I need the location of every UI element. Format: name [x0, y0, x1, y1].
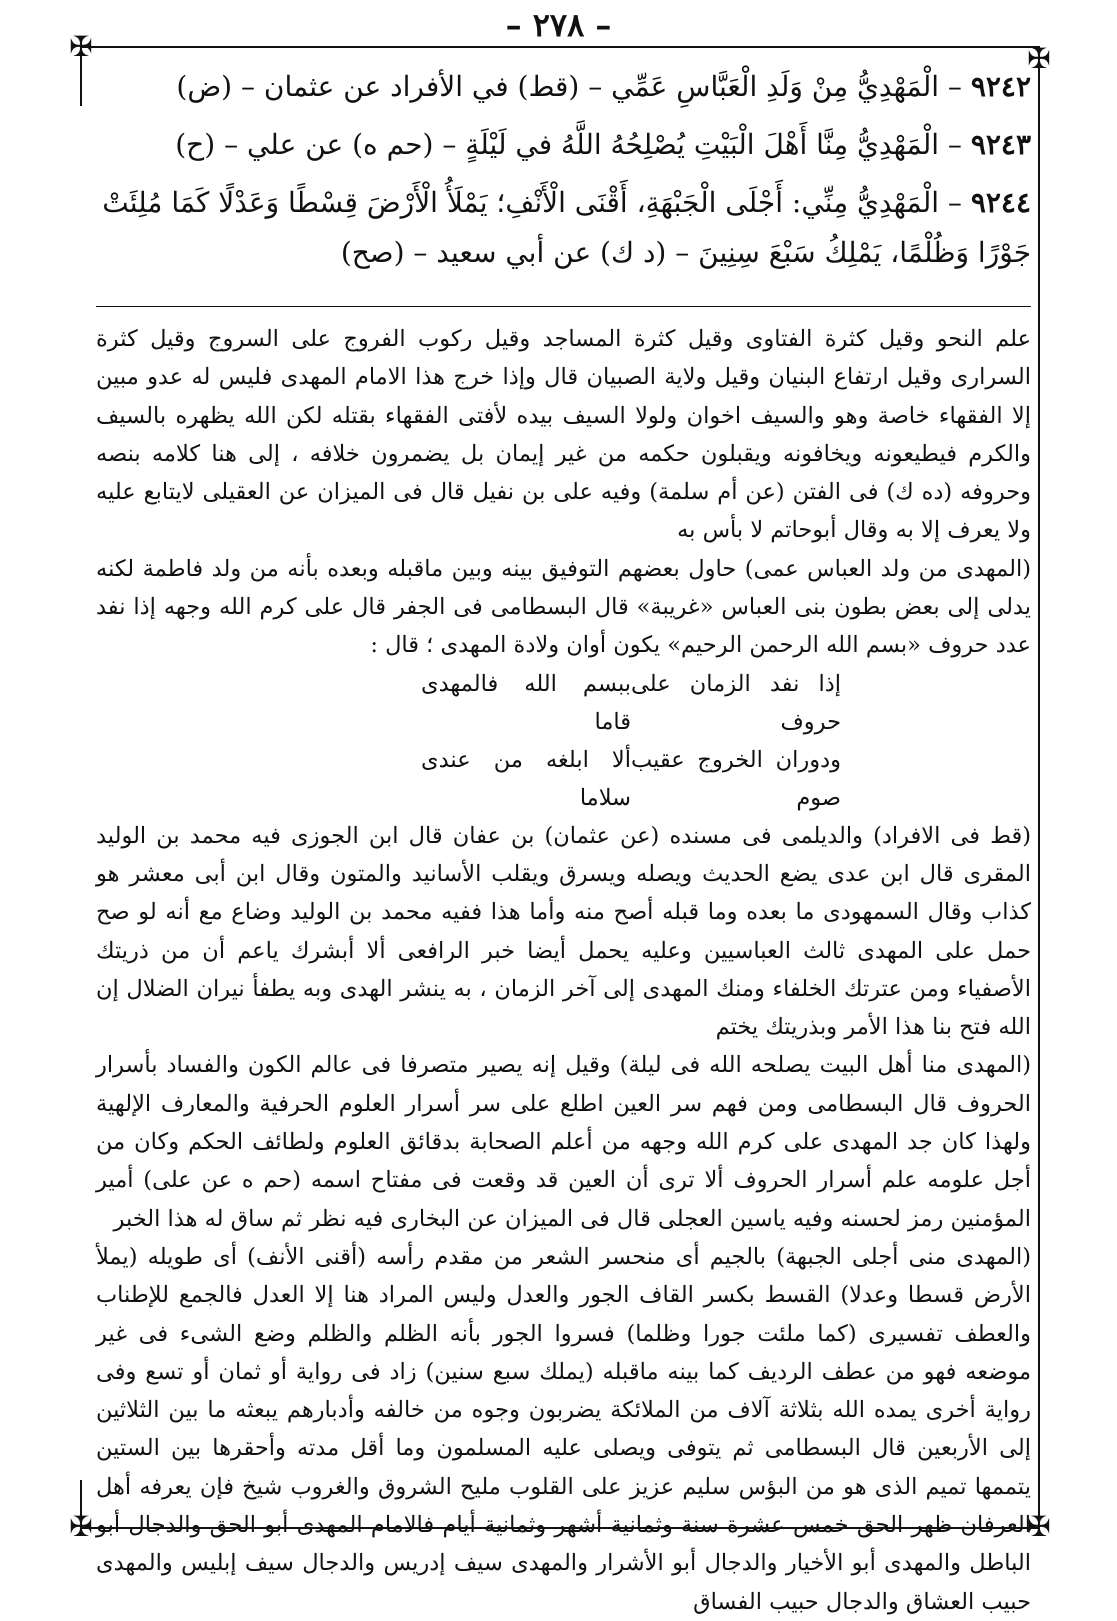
hadith-item — [96, 120, 1031, 170]
poem-verse — [96, 665, 1031, 741]
hadith-list — [96, 62, 1031, 286]
commentary-paragraph: (المهدى من ولد العباس عمى) حاول بعضهم التوفيق بينه وبين ماقبله وبعده بأنه من ولد فاطمة لكنه يدلى إلى بعض بطون بنى العباس «غريبة» قال البسطامى فى الجفر قال على كرم الله وجهه إذا نفد عدد حروف «بسم الله الرحمن الرحيم» يكون أوان ولادة المهدى ؛ قال : — [96, 555, 1031, 659]
verse-first-hemistich: ودوران الخروج عقيب صوم — [631, 746, 841, 811]
hadith-text: – الْمَهْدِيُّ مِنِّي: أَجْلَى الْجَبْهَةِ، أَقْنَى الْأَنْفِ؛ يَمْلَأُ الْأَرْضَ قِسْطًا وَعَدْلًا كَمَا مُلِئَتْ جَوْرًا وَظُلْمًا، يَمْلِكُ سَبْعَ سِنِينَ – (د ك) عن أبي سعيد – (صح) — [102, 186, 1031, 269]
hadith-text: – الْمَهْدِيُّ مِنَّا أَهْلَ الْبَيْتِ يُصْلِحُهُ اللَّهُ في لَيْلَةٍ – (حم ه) عن علي – (ح) — [175, 128, 962, 161]
corner-ornament-icon: ✠ — [69, 30, 93, 63]
hadith-number: ٩٢٤٢ — [970, 70, 1031, 103]
page-number: – ٢٧٨ – — [505, 6, 612, 44]
corner-ornament-icon: ✠ — [1027, 1510, 1051, 1543]
commentary-section — [96, 320, 1031, 1621]
commentary-paragraph: (المهدى منا أهل البيت يصلحه الله فى ليلة) وقيل إنه يصير متصرفا فى عالم الكون والفساد بأسرار الحروف قال البسطامى ومن فهم سر العين اطلع على سر أسرار العلوم الحرفية والمعارف الإلهية ولهذا كان جد المهدى على كرم الله وجهه من أعلم الصحابة بدقائق العلوم ولطائف الحكم وكان من أجل علومه علم أسرار الحروف ألا ترى أن العين قد وقعت فى مفتاح اسمه (حم ه عن على) أمير المؤمنين رمز لحسنه وفيه ياسين العجلى قال فى الميزان عن البخارى فيه نظر ثم ساق له هذا الخبر — [96, 1052, 1031, 1232]
section-divider — [96, 306, 1031, 307]
commentary-paragraph: (المهدى منى أجلى الجبهة) بالجيم أى منحسر الشعر من مقدم رأسه (أقنى الأنف) أى طويله (يملأ الأرض قسطا وعدلا) القسط بكسر القاف الجور والعدل وليس المراد هنا إلا العدل فالجمع للإطناب والعطف تفسيرى (كما ملئت جورا وظلما) فسروا الجور بأنه الظلم والظلم وضع الشىء فى غير موضعه فهو من عطف الرديف كما بينه ماقبله (يملك سبع سنين) زاد فى رواية أو ثمان أو تسع وفى رواية أخرى يمده الله بثلاثة آلاف من الملائكة يضربون وجوه من خالفه وأدبارهم يبعثه ما بين الثلاثين إلى الأربعين قال البسطامى ثم يتوفى ويصلى عليه المسلمون وما أقل مدته وأحقرها بين الستين يتممها تميم الذى هو من البؤس سليم عزيز على القلوب مليح الشروق والغروب شيخ فإن يعرفه أهل العرفان ظهر الحق خمس عشرة سنة وثمانية أشهر وثمانية أيام فالامام المهدى أبو الحق والدجال أبو الباطل والمهدى أبو الأخيار والدجال أبو الأشرار والمهدى سيف إدريس والدجال سيف إبليس والمهدى حبيب العشاق والدجال حبيب الفساق — [96, 1243, 1031, 1615]
hadith-number: ٩٢٤٣ — [970, 128, 1031, 161]
hadith-item — [96, 178, 1031, 278]
hadith-text: – الْمَهْدِيُّ مِنْ وَلَدِ الْعَبَّاسِ عَمِّي – (قط) في الأفراد عن عثمان – (ض) — [176, 70, 962, 103]
verse-second-hemistich: ببسم الله فالمهدى قاما — [421, 670, 631, 735]
hadith-number: ٩٢٤٤ — [970, 186, 1031, 219]
corner-ornament-icon: ✠ — [69, 1510, 93, 1543]
hadith-item — [96, 62, 1031, 112]
poem-verse — [96, 741, 1031, 817]
corner-ornament-icon: ✠ — [1027, 42, 1051, 75]
frame-top-border — [80, 46, 1038, 48]
verse-first-hemistich: إذا نفد الزمان على حروف — [631, 670, 841, 735]
commentary-paragraph: (قط فى الافراد) والديلمى فى مسنده (عن عثمان) بن عفان قال ابن الجوزى فيه محمد بن الوليد المقرى قال ابن عدى يضع الحديث ويصله ويسرق ويقلب الأسانيد والمتون وقال ابن أبى معشر هو كذاب وقال السمهودى ما بعده وما قبله أصح منه وأما هذا ففيه محمد بن الوليد وضاع مع أنه لو صح حمل على المهدى ثالث العباسيين وعليه يحمل أيضا خبر الرافعى ألا أبشرك ياعم أن من ذريتك الأصفياء ومن عترتك الخلفاء ومنك المهدى إلى آخر الزمان ، به ينشر الهدى وبه يطفأ نيران الضلال إن الله فتح بنا هذا الأمر وبذريتك يختم — [96, 822, 1031, 1041]
verse-second-hemistich: ألا ابلغه من عندى سلاما — [421, 746, 631, 811]
commentary-paragraph: علم النحو وقيل كثرة الفتاوى وقيل كثرة المساجد وقيل ركوب الفروج على السروج وقيل كثرة السرارى وقيل ارتفاع البنيان وقيل ولاية الصبيان قال وإذا خرج هذا الامام المهدى فليس له عدو مبين إلا الفقهاء خاصة وهو والسيف اخوان ولولا السيف بيده لأفتى الفقهاء بقتله لكن الله يظهره بالسيف والكرم فيطيعونه ويخافونه ويقبلون حكمه من غير إيمان بل يضمرون خلافه ، إلى هنا كلامه بنصه وحروفه (ده ك) فى الفتن (عن أم سلمة) وفيه على بن نفيل قال فى الميزان عن العقيلى لايتابع عليه ولا يعرف إلا به وقال أبوحاتم لا بأس به — [96, 326, 1031, 544]
frame-right-border — [1038, 46, 1040, 1527]
